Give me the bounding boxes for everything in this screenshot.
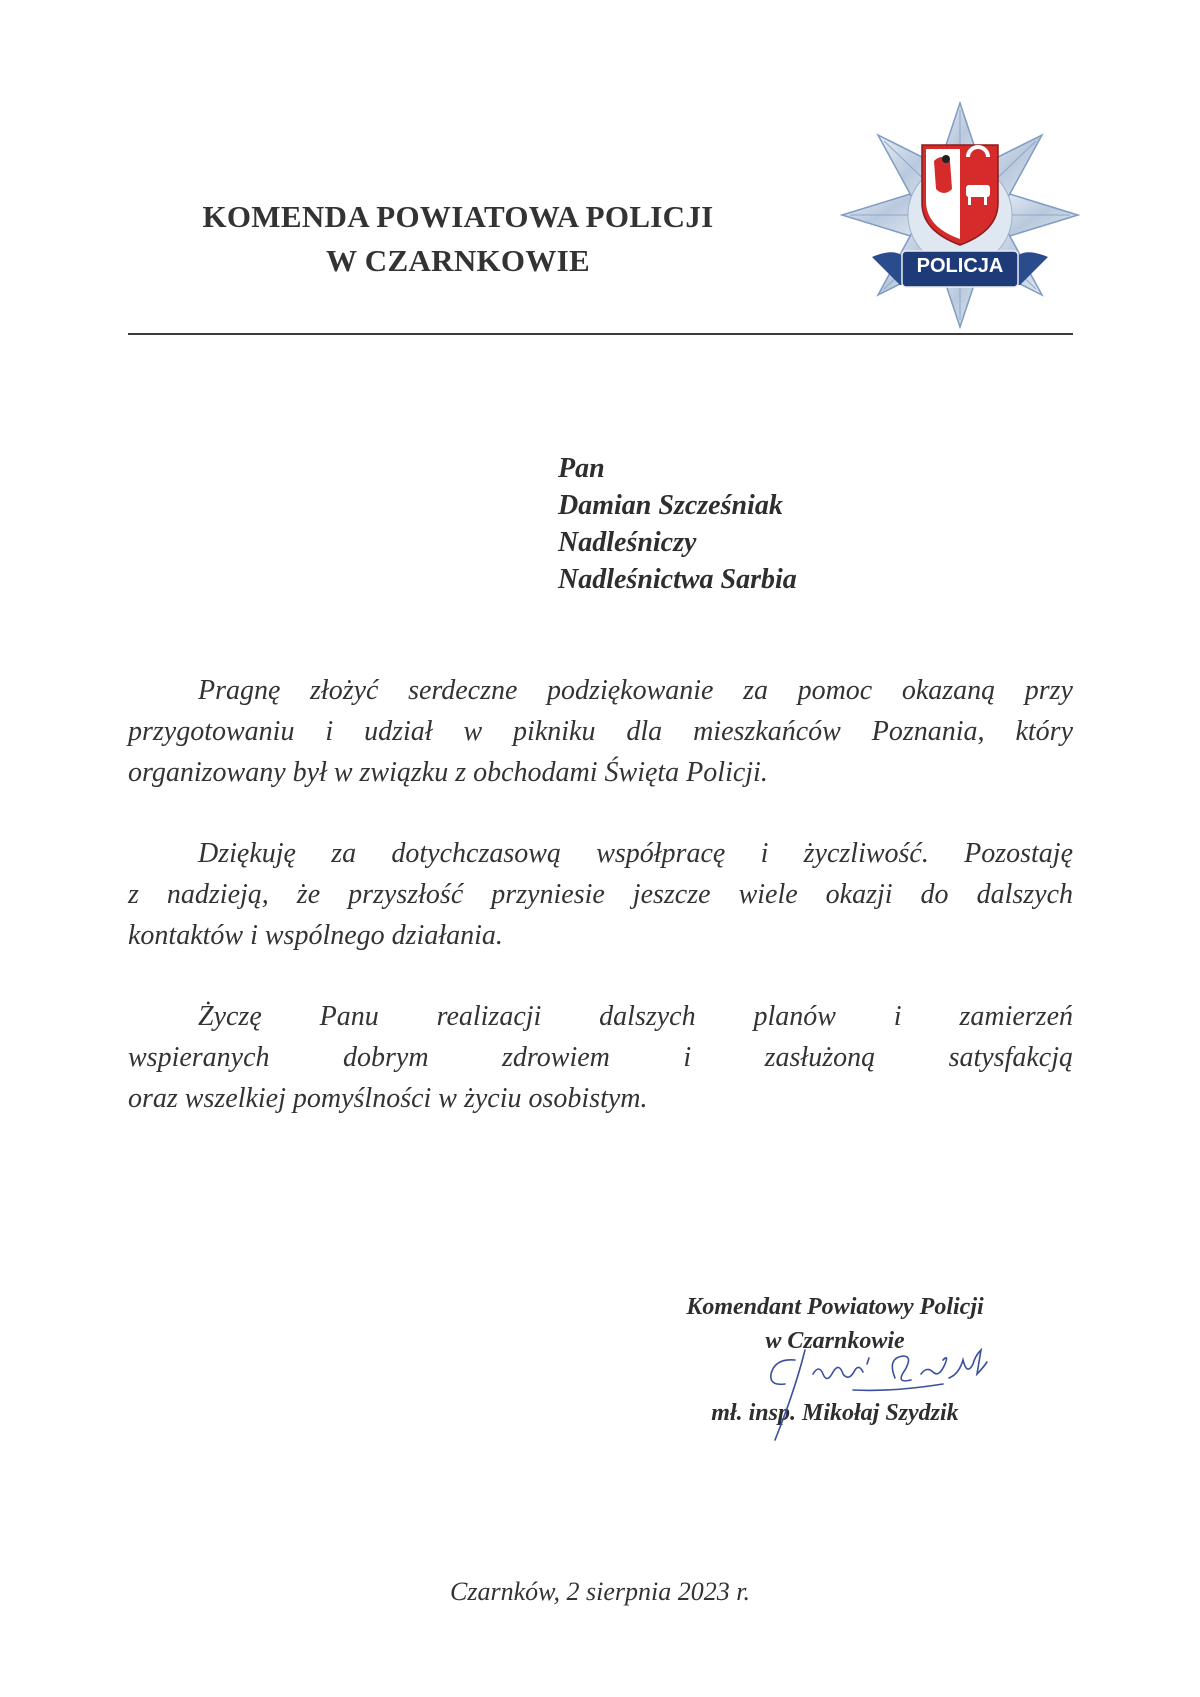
letter-body	[128, 670, 1073, 1159]
paragraph-line: z nadzieją, że przyszłość przyniesie jeszcze wiele okazji do dalszych	[128, 879, 1073, 910]
recipient-name: Damian Szcześniak	[558, 490, 783, 521]
paragraph-line: Pragnę złożyć serdeczne podziękowanie za pomoc okazaną przy	[198, 675, 1073, 706]
letterhead-line-2: W CZARNKOWIE	[326, 243, 590, 278]
header-divider	[128, 333, 1073, 335]
letterhead-line-1: KOMENDA POWIATOWA POLICJI	[202, 199, 714, 234]
recipient-salutation: Pan	[558, 453, 605, 484]
recipient-block	[558, 450, 797, 598]
paragraph-line: wspieranych dobrym zdrowiem i zasłużoną satysfakcją	[128, 1042, 1073, 1073]
emblem-banner-text: POLICJA	[916, 255, 1004, 277]
paragraph-1	[128, 670, 1073, 793]
handwritten-signature	[735, 1330, 1035, 1460]
place-and-date: Czarnków, 2 sierpnia 2023 r.	[450, 1577, 750, 1606]
paragraph-line: Życzę Panu realizacji dalszych planów i zamierzeń	[198, 1001, 1073, 1032]
signatory-name: mł. insp. Mikołaj Szydzik	[711, 1400, 959, 1426]
recipient-position: Nadleśniczy	[558, 527, 697, 558]
signature-scribble-icon	[735, 1330, 1035, 1460]
paragraph-line: przygotowaniu i udział w pikniku dla mieszkańców Poznania, który	[128, 716, 1073, 747]
signatory-title-line-1: Komendant Powiatowy Policji	[686, 1294, 984, 1320]
paragraph-3	[128, 996, 1073, 1119]
paragraph-line: kontaktów i wspólnego działania.	[128, 920, 503, 951]
letterhead	[128, 195, 788, 283]
paragraph-line: oraz wszelkiej pomyślności w życiu osobistym.	[128, 1083, 648, 1114]
signatory-title-line-2: w Czarnkowie	[765, 1328, 905, 1354]
paragraph-2	[128, 833, 1073, 956]
paragraph-line: Dziękuję za dotychczasową współpracę i życzliwość. Pozostaję	[198, 838, 1073, 869]
recipient-organization: Nadleśnictwa Sarbia	[558, 564, 797, 595]
police-emblem	[838, 100, 1083, 330]
paragraph-line: organizowany był w związku z obchodami Święta Policji.	[128, 757, 768, 788]
police-star-emblem-icon	[838, 100, 1083, 330]
